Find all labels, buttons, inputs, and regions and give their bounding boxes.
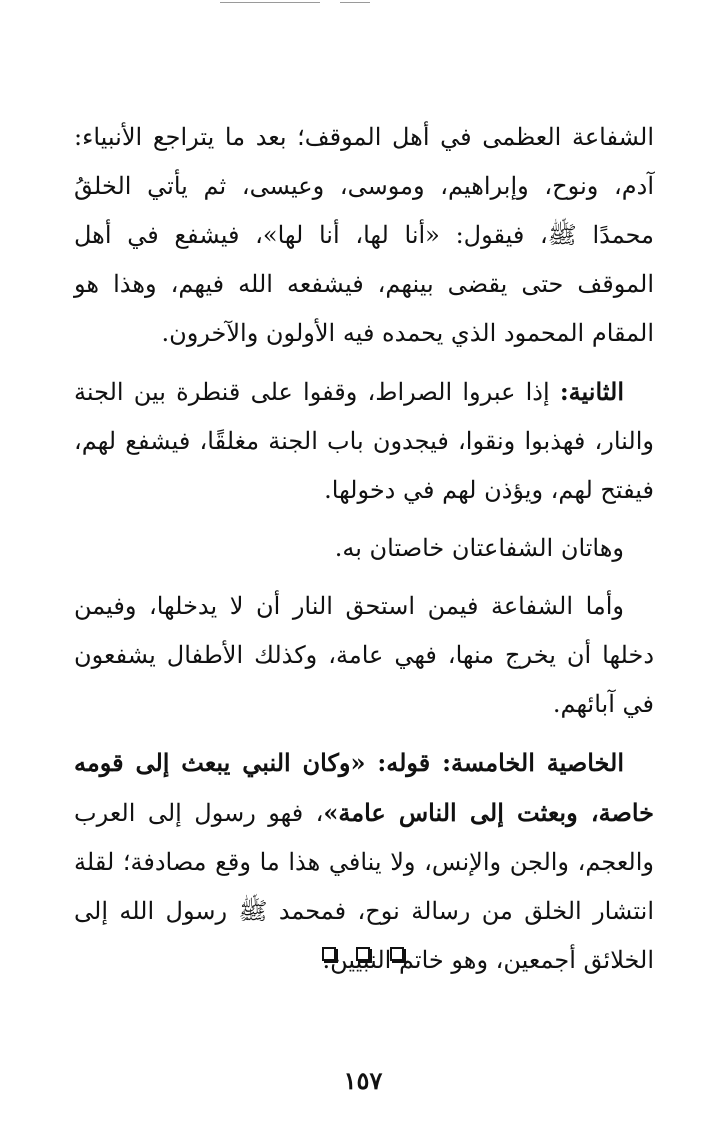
section-separator xyxy=(0,947,726,961)
paragraph-text: وأما الشفاعة فيمن استحق النار أن لا يدخلها، وفيمن دخلها أن يخرج منها، فهي عامة، وكذلك الأطفال يشفعون في آبائهم. xyxy=(74,592,654,718)
paragraph-text: ، فهو رسول إلى العرب والعجم، والجن والإنس، ولا ينافي هذا ما وقع مصادفة؛ لقلة انتشار الخلق من رسالة نوح، فمحمد ﷺ رسول الله إلى الخلائق أجمعين، وهو خاتم النبيين. xyxy=(74,799,654,974)
paragraph-text: الشفاعة العظمى في أهل الموقف؛ بعد ما يتراجع الأنبياء: آدم، ونوح، وإبراهيم، وموسى، وعيسى، ثم يأتي الخلقُ محمدًا ﷺ، فيقول: «أنا لها، أنا لها»، فيشفع في أهل الموقف حتى يقضى بينهم، فيشفعه الله فيهم، وهذا هو المقام المحمود الذي يحمده فيه الأولون والآخرون. xyxy=(74,123,655,347)
paragraph-two-intercessions xyxy=(74,524,654,573)
page-number: ١٥٧ xyxy=(343,1066,383,1095)
square-ornament-icon xyxy=(390,947,404,961)
header-rule xyxy=(340,2,370,3)
paragraph-text: وهاتان الشفاعتان خاصتان به. xyxy=(334,534,624,562)
paragraph-general-intercession xyxy=(74,582,654,729)
paragraph-label: الخاصية الخامسة: قوله: xyxy=(377,748,625,777)
paragraph-label: الثانية: xyxy=(559,377,624,406)
paragraph-intercession-greatest xyxy=(74,113,654,358)
paragraph-quote: «وكان النبي يبعث إلى قومه خاصة، وبعثت إلى الناس عامة» xyxy=(74,748,654,827)
square-ornament-icon xyxy=(356,947,370,961)
header-rule xyxy=(220,2,320,3)
paragraph-text: إذا عبروا الصراط، وقفوا على قنطرة بين الجنة والنار، فهذبوا ونقوا، فيجدون باب الجنة مغلقًا، فيشفع لهم، فيفتح لهم، ويؤذن لهم في دخولها. xyxy=(74,378,654,504)
paragraph-second-intercession xyxy=(74,367,654,515)
square-ornament-icon xyxy=(322,947,336,961)
page-body xyxy=(74,113,654,994)
